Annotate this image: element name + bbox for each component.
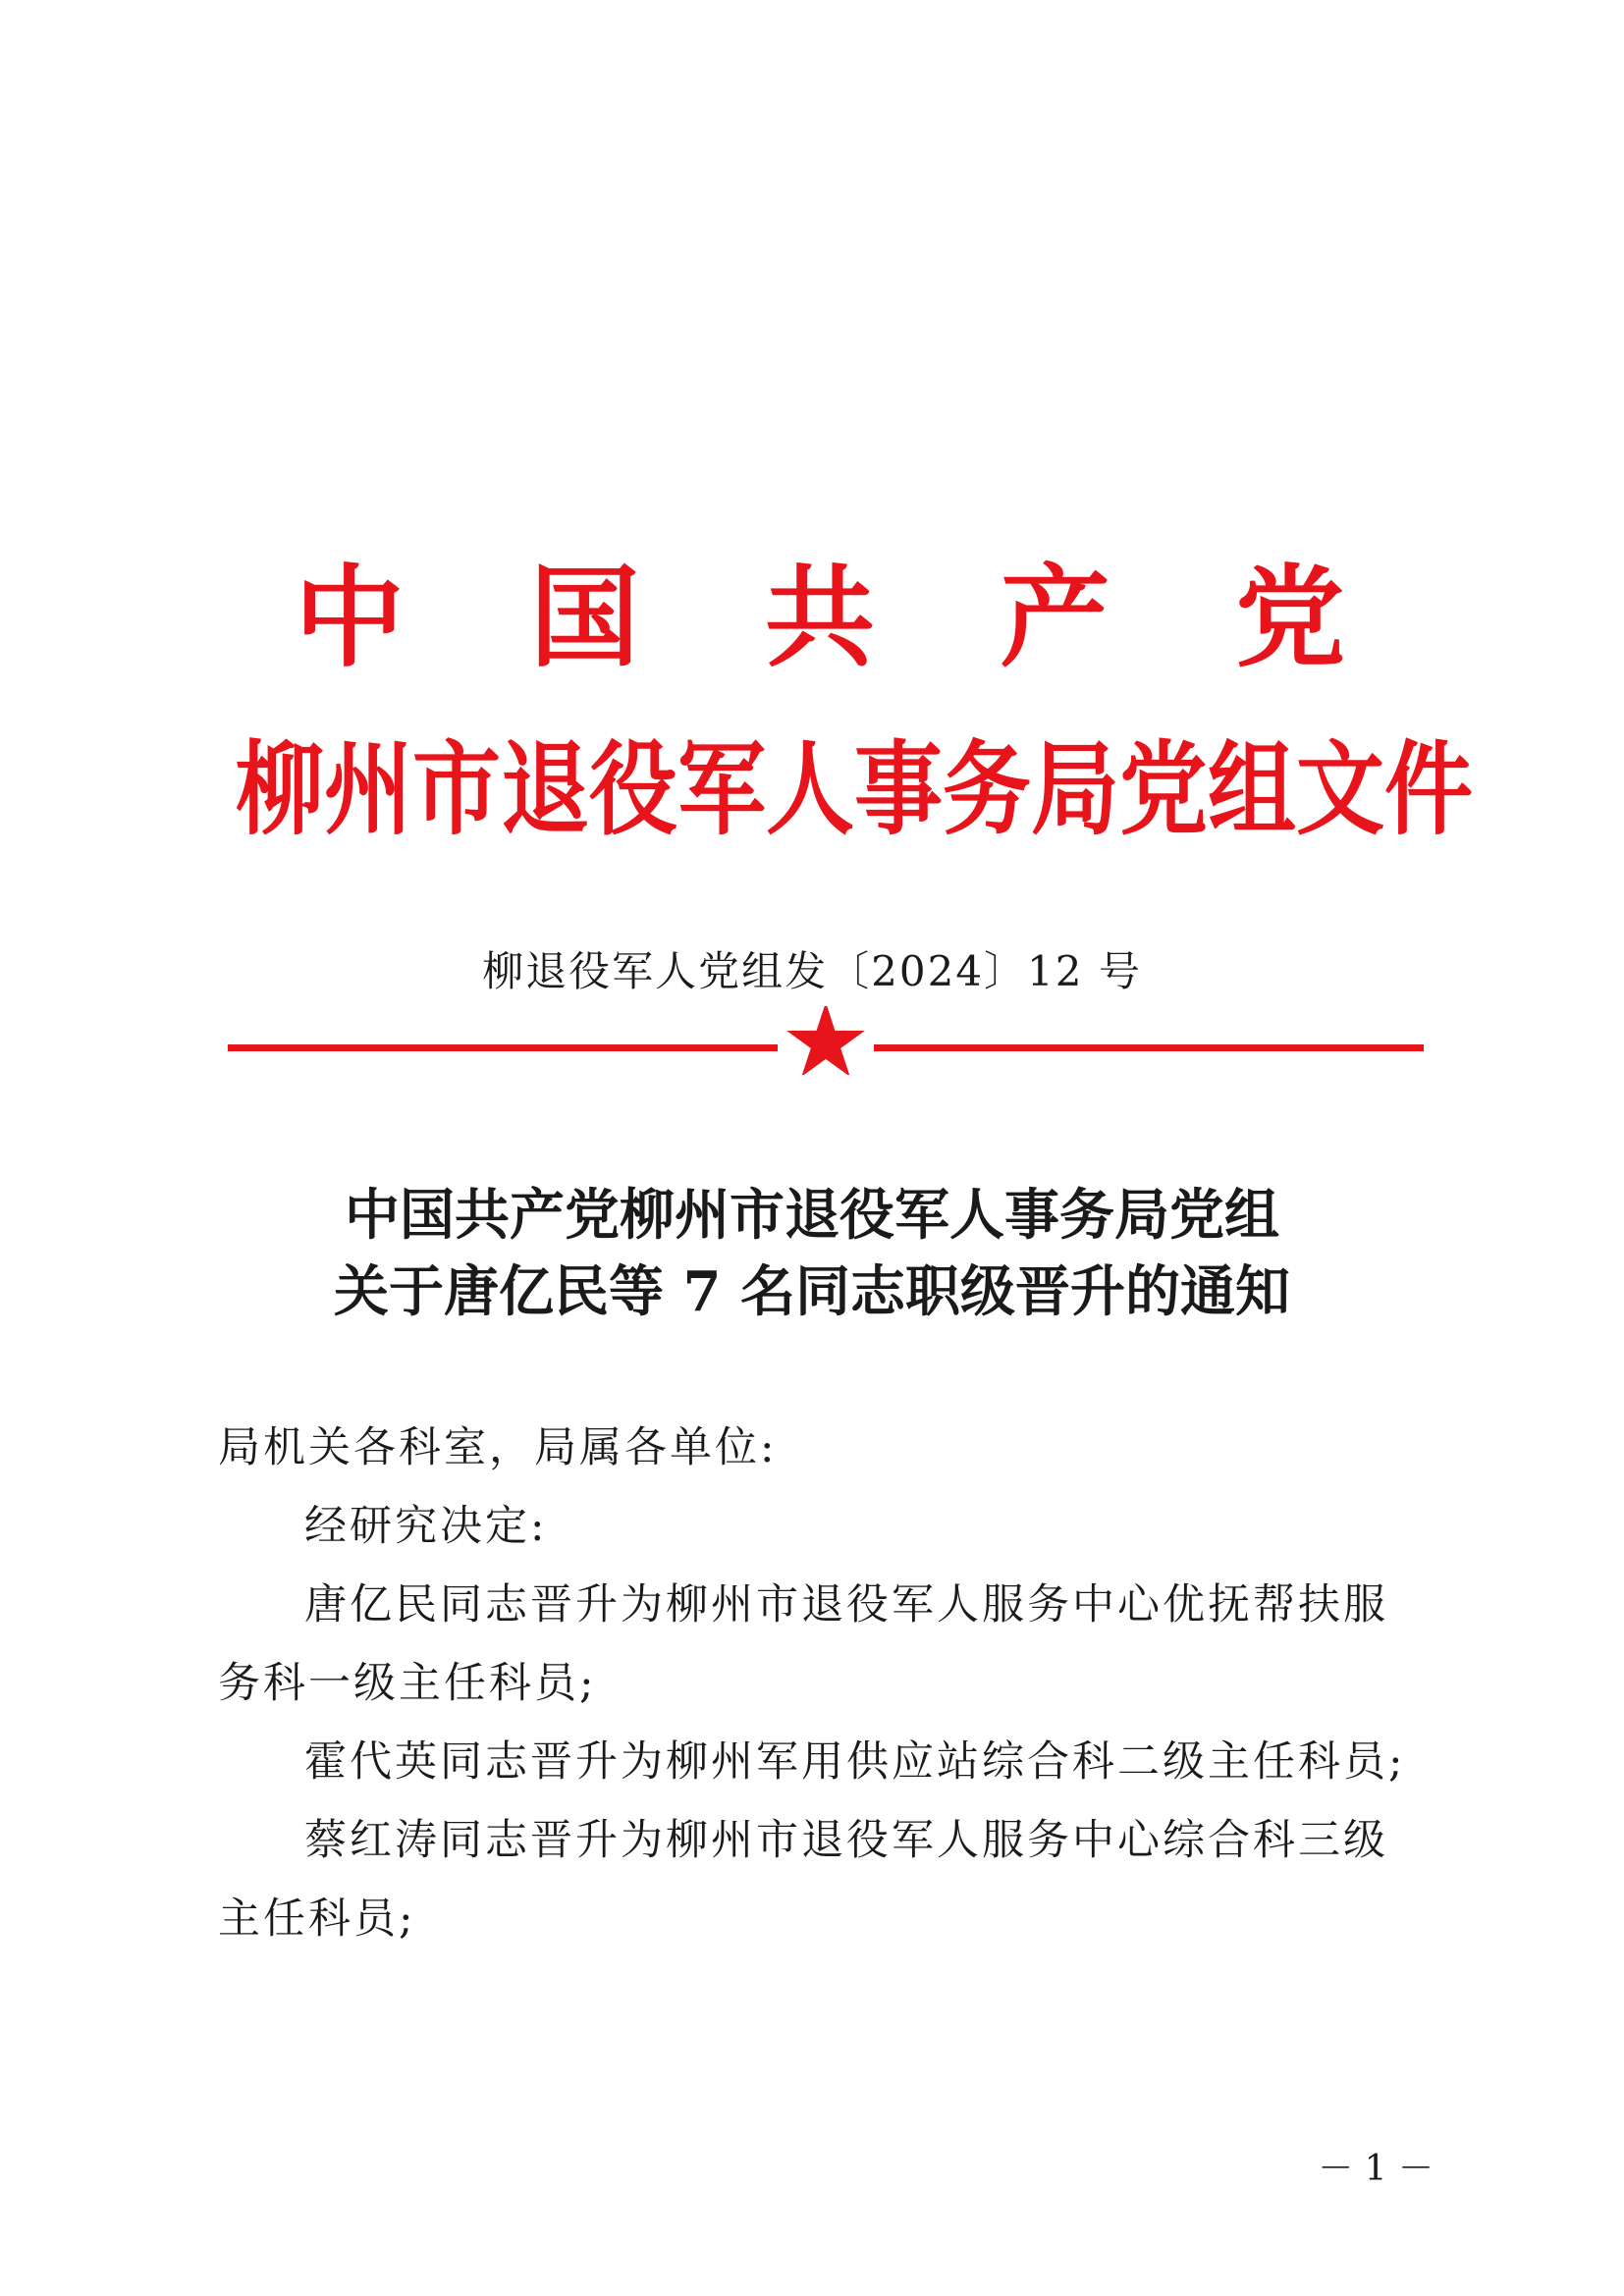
header-char: 务 [943,730,1031,850]
header-char: 党 [1119,730,1208,850]
header-char: 件 [1384,730,1473,850]
body-paragraph: 霍代英同志晋升为柳州军用供应站综合科二级主任科员; [304,1737,1406,1787]
divider-left-line [228,1044,778,1051]
notice-title-line2: 关于唐亿民等 7 名同志职级晋升的通知 [334,1259,1290,1324]
header-char: 党 [1235,555,1345,682]
notice-body [218,1409,1428,1958]
document-number: 柳退役军人党组发〔2024〕12 号 [482,947,1142,995]
header-char: 文 [1296,730,1384,850]
body-paragraph: 经研究决定: [304,1502,548,1551]
header-char: 柳 [236,730,324,850]
red-header-line2 [236,728,1473,853]
header-char: 中 [295,555,405,682]
addressee: 局机关各科室，局属各单位: [218,1423,778,1472]
star-icon [786,1006,865,1075]
page-number: － 1 － [1318,2149,1434,2189]
header-char: 退 [501,730,589,850]
body-paragraph: 唐亿民同志晋升为柳州市退役军人服务中心优抚帮扶服务科一级主任科员; [218,1580,1388,1708]
header-char: 产 [1000,555,1110,682]
header-char: 共 [765,555,875,682]
header-char: 组 [1208,730,1296,850]
notice-title-line1: 中国共产党柳州市退役军人事务局党组 [345,1183,1279,1248]
divider-right-line [874,1044,1424,1051]
header-char: 市 [412,730,501,850]
header-char: 军 [677,730,766,850]
red-divider [228,1006,1424,1075]
header-char: 国 [529,555,640,682]
header-char: 局 [1031,730,1119,850]
header-char: 役 [589,730,677,850]
header-char: 人 [766,730,854,850]
header-char: 事 [854,730,943,850]
red-header-line1 [295,555,1345,682]
body-paragraph: 蔡红涛同志晋升为柳州市退役军人服务中心综合科三级主任科员; [218,1816,1388,1944]
header-char: 州 [324,730,412,850]
